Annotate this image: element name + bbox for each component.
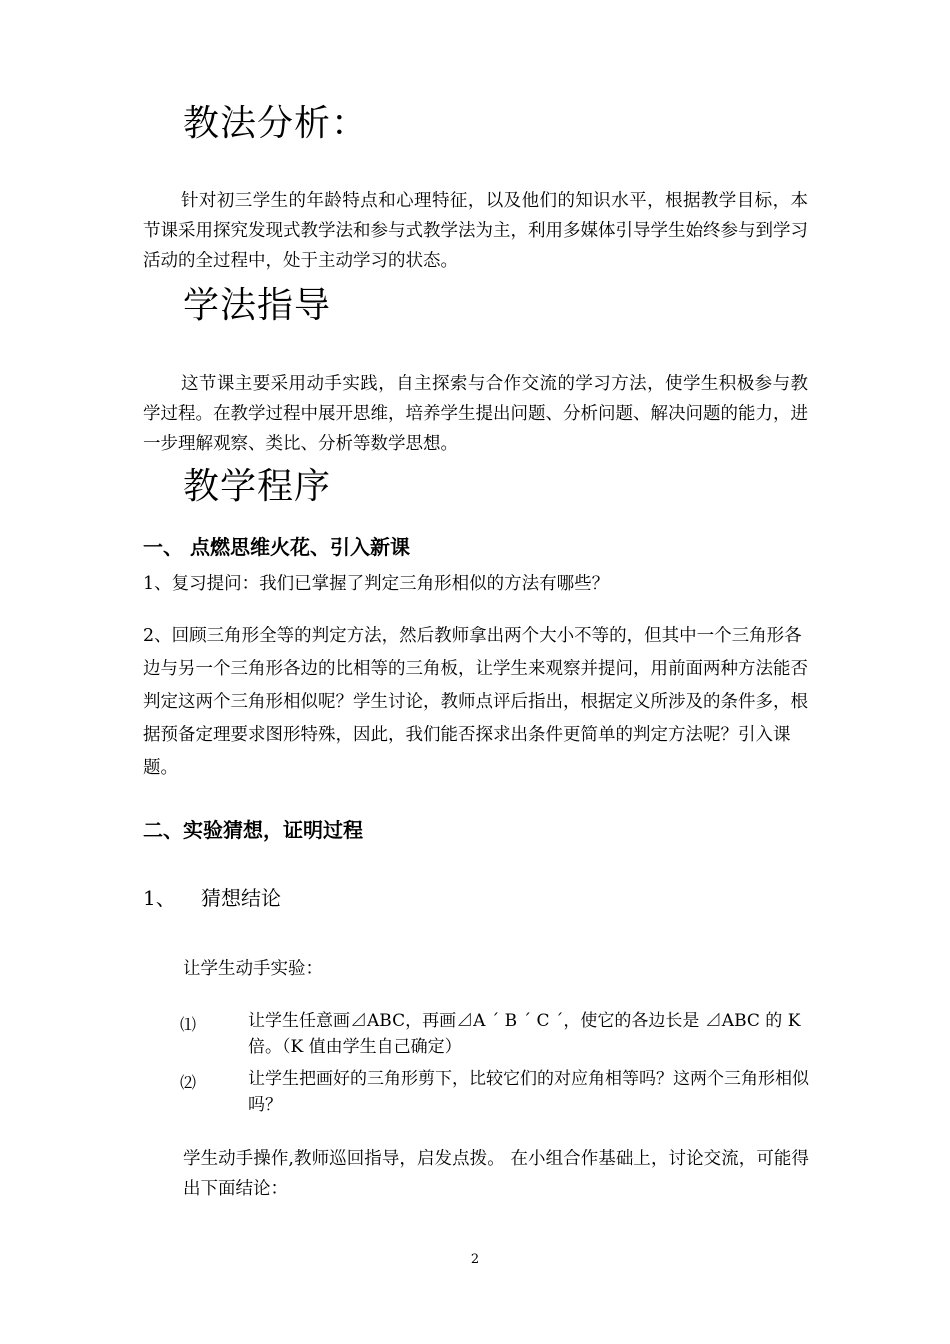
experiment-intro: 让学生动手实验： — [183, 959, 323, 979]
heading-method-analysis: 教法分析： — [183, 103, 369, 144]
heading-procedure: 教学程序 — [183, 466, 332, 507]
section1-item-1: 1、复习提问：我们已掌握了判定三角形相似的方法有哪些？ — [143, 574, 610, 594]
paragraph-study-guidance: 这节课主要采用动手实践，自主探索与合作交流的学习方法，使学生积极参与教学过程。在教学过程中展开思维，培养学生提出问题、分析问题、解决问题的能力，进一步理解观察、类比、分析等数学思想。 — [143, 374, 808, 454]
subsection-title: 猜想结论 — [201, 886, 281, 910]
list-item: 让学生任意画⊿ABC，再画⊿A ´ B ´ C ´，使它的各边长是 ⊿ABC 的 K 倍。（K 值由学生自己确定） — [248, 1011, 801, 1057]
subsection-number: 1、 — [143, 886, 176, 910]
subsection-1 — [143, 886, 281, 910]
section-title-1: 一、 点燃思维火花、引入新课 — [143, 535, 410, 559]
page-number: 2 — [470, 1252, 480, 1267]
paragraph-method-analysis: 针对初三学生的年龄特点和心理特征，以及他们的知识水平，根据教学目标，本节课采用探究发现式教学法和参与式教学法为主，利用多媒体引导学生始终参与到学习活动的全过程中，处于主动学习的状态。 — [143, 191, 808, 271]
list-item: 让学生把画好的三角形剪下，比较它们的对应角相等吗？这两个三角形相似吗？ — [248, 1069, 809, 1115]
closing-paragraph: 学生动手操作,教师巡回指导，启发点拨。 在小组合作基础上，讨论交流，可能得出下面结论： — [183, 1149, 809, 1199]
heading-study-guidance: 学法指导 — [183, 285, 332, 326]
list-item-label: ⑵ — [180, 1073, 197, 1092]
section-title-2: 二、实验猜想，证明过程 — [143, 818, 363, 842]
list-item-label: ⑴ — [180, 1015, 197, 1034]
section1-item-2: 2、回顾三角形全等的判定方法，然后教师拿出两个大小不等的，但其中一个三角形各边与另一个三角形各边的比相等的三角板，让学生来观察并提问，用前面两种方法能否判定这两个三角形相似呢？学生讨论，教师点评后指出，根据定义所涉及的条件多，根据预备定理要求图形特殊，因此，我们能否探求出条件更简单的判定方法呢？引入课题。 — [143, 626, 808, 778]
